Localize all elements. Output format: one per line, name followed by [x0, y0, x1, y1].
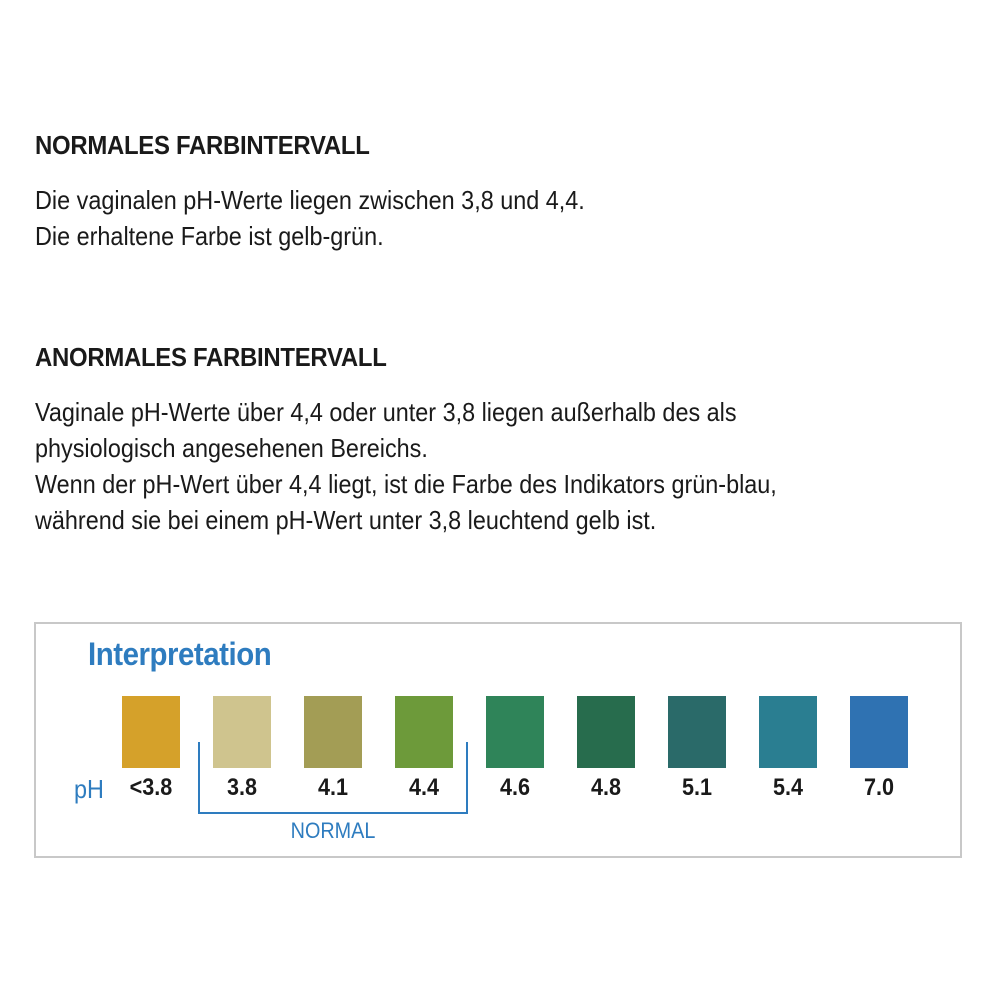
- ph-value-label: 5.4: [772, 774, 804, 801]
- ph-swatch: [759, 696, 817, 768]
- abnormal-range-heading: ANORMALES FARBINTERVALL: [35, 342, 387, 372]
- ph-swatch: [577, 696, 635, 768]
- ph-axis-label: pH: [74, 774, 104, 804]
- interpretation-panel: [34, 622, 962, 858]
- abnormal-range-line: Vaginale pH-Werte über 4,4 oder unter 3,8 liegen außerhalb des als: [35, 397, 737, 427]
- normal-range-label: NORMAL: [290, 818, 376, 843]
- ph-value-label: 4.1: [317, 774, 349, 801]
- normal-range-heading: NORMALES FARBINTERVALL: [35, 130, 370, 160]
- ph-swatch: [122, 696, 180, 768]
- ph-value-label: 4.8: [590, 774, 622, 801]
- ph-value-label: 4.6: [499, 774, 531, 801]
- normal-range-bracket: [198, 742, 468, 814]
- abnormal-range-line: während sie bei einem pH-Wert unter 3,8 leuchtend gelb ist.: [35, 505, 657, 535]
- normal-range-line: Die vaginalen pH-Werte liegen zwischen 3,8 und 4,4.: [35, 185, 585, 215]
- ph-value-label: <3.8: [129, 774, 173, 801]
- ph-swatch: [486, 696, 544, 768]
- abnormal-range-line: Wenn der pH-Wert über 4,4 liegt, ist die Farbe des Indikators grün-blau,: [35, 469, 777, 499]
- interpretation-title: Interpretation: [88, 636, 272, 672]
- ph-value-label: 3.8: [226, 774, 258, 801]
- normal-range-text: [35, 182, 877, 254]
- abnormal-range-line: physiologisch angesehenen Bereichs.: [35, 433, 428, 463]
- ph-swatch: [668, 696, 726, 768]
- abnormal-range-text: [35, 394, 877, 538]
- abnormal-color-range-section: [35, 340, 970, 538]
- ph-value-label: 5.1: [681, 774, 713, 801]
- ph-swatch: [850, 696, 908, 768]
- ph-value-label: 7.0: [863, 774, 895, 801]
- normal-range-line: Die erhaltene Farbe ist gelb-grün.: [35, 221, 384, 251]
- normal-color-range-section: [35, 128, 970, 254]
- ph-value-label: 4.4: [408, 774, 440, 801]
